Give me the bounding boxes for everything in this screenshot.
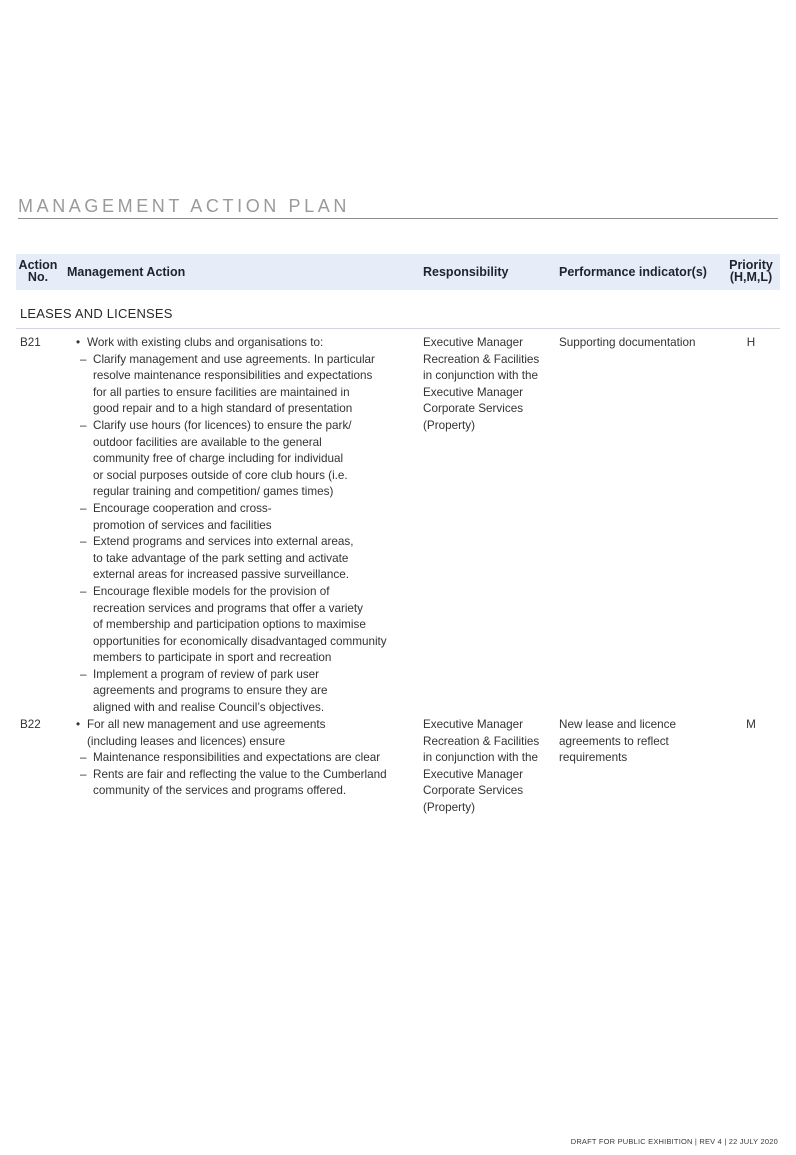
section-title: MANAGEMENT ACTION PLAN (18, 196, 350, 216)
action-bullet: • For all new management and use agreements (including leases and licences) ensure (76, 717, 416, 750)
action-sub-item: – Rents are fair and reflecting the value to the Cumberland community of the services and programs offered. (76, 767, 416, 800)
action-sub-item: – Clarify management and use agreements. In particular resolve maintenance responsibilities and expectations for all parties to ensure facilities are maintained in good repair and to a high standard of presentation (76, 352, 416, 418)
action-bullet: • Work with existing clubs and organisations to: (76, 335, 416, 352)
header-priority: Priority (H,M,L) (729, 258, 773, 284)
responsibility-cell: Executive Manager Recreation & Facilities in conjunction with the Executive Manager Corporate Services (Property) (423, 718, 540, 814)
title-divider (18, 218, 778, 219)
action-sub-item: – Encourage cooperation and cross- promotion of services and facilities (76, 501, 416, 534)
footer-draft-info: DRAFT FOR PUBLIC EXHIBITION | REV 4 | 22 JULY 2020 (570, 1137, 778, 1146)
management-action-cell (76, 717, 416, 800)
table-row (16, 335, 780, 717)
management-action-cell (76, 335, 416, 717)
action-sub-item: – Extend programs and services into external areas, to take advantage of the park setting and activate external areas for increased passive surveillance. (76, 534, 416, 584)
action-number: B21 (20, 336, 41, 349)
table-header (16, 254, 780, 290)
header-action-no: Action No. (18, 258, 58, 284)
header-performance-indicators: Performance indicator(s) (559, 265, 707, 279)
priority-cell: H (746, 336, 756, 349)
group-title: LEASES AND LICENSES (16, 306, 780, 329)
performance-indicator-cell: New lease and licence agreements to reflect requirements (559, 718, 676, 765)
header-responsibility: Responsibility (423, 265, 509, 279)
table-row (16, 717, 780, 827)
action-plan-table (16, 254, 780, 827)
action-number: B22 (20, 718, 41, 731)
action-sub-item: – Clarify use hours (for licences) to ensure the park/ outdoor facilities are available to the general community free of charge including for individual or social purposes outside of core club hours (i.e. regular training and competition/ games times) (76, 418, 416, 501)
responsibility-cell: Executive Manager Recreation & Facilities in conjunction with the Executive Manager Corporate Services (Property) (423, 336, 540, 432)
header-management-action: Management Action (67, 265, 186, 279)
priority-cell: M (746, 718, 756, 731)
action-sub-item: – Maintenance responsibilities and expectations are clear (76, 750, 416, 767)
action-sub-item: – Implement a program of review of park user agreements and programs to ensure they are aligned with and realise Council’s objectives. (76, 667, 416, 717)
performance-indicator-cell: Supporting documentation (559, 336, 696, 349)
action-sub-item: – Encourage flexible models for the provision of recreation services and programs that offer a variety of membership and participation options to maximise opportunities for economically disadvantaged community members to participate in sport and recreation (76, 584, 416, 667)
